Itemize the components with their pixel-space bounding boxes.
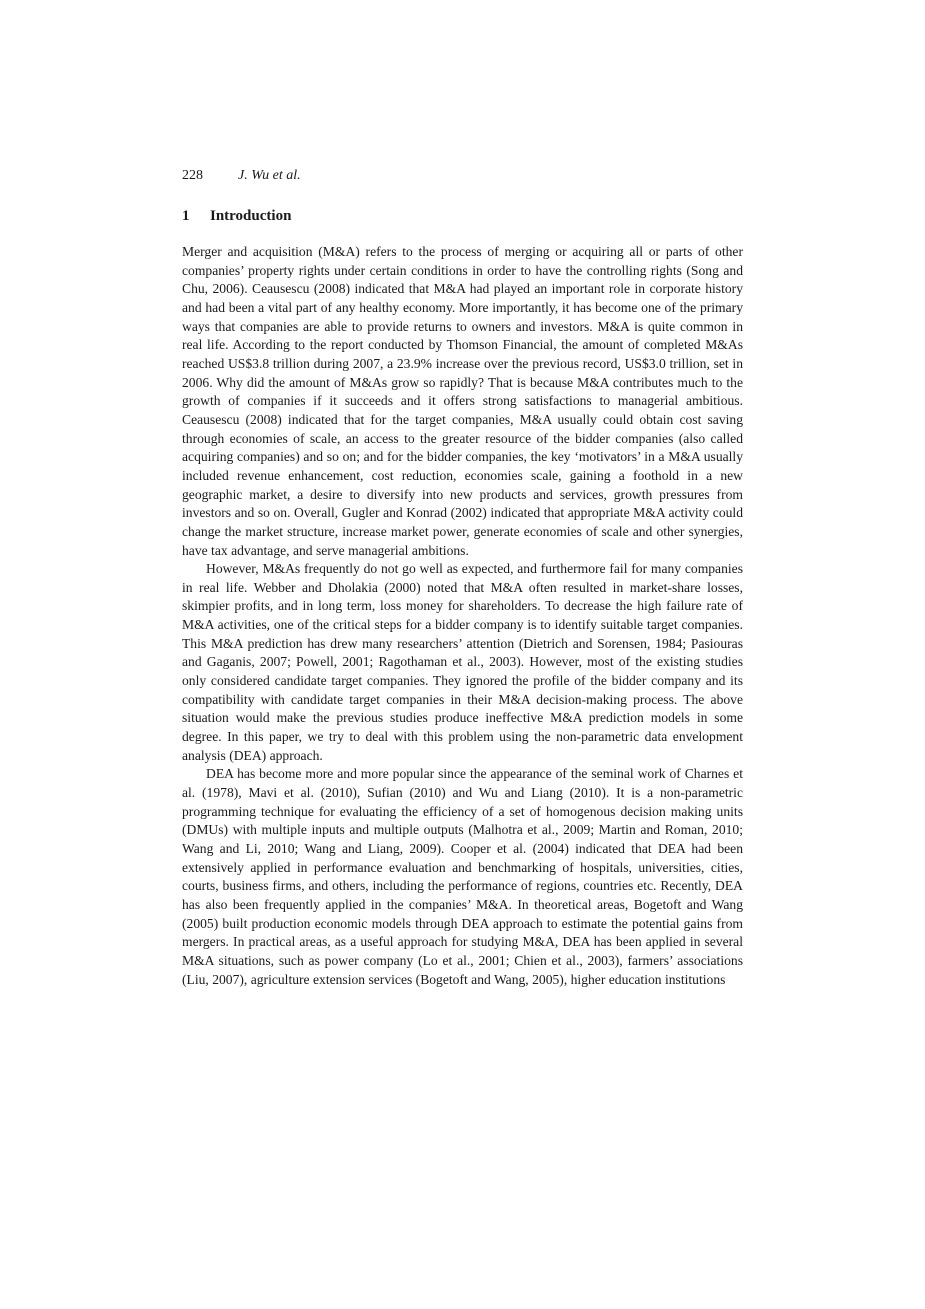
body-text <box>182 243 743 989</box>
section-title: Introduction <box>210 208 292 224</box>
paragraph-2: However, M&As frequently do not go well as expected, and furthermore fail for many companies in real life. Webber and Dholakia (2000) noted that M&A often resulted in market-share losses, skimpier profits, and in long term, loss money for shareholders. To decrease the high failure rate of M&A activities, one of the critical steps for a bidder company is to identify suitable target companies. This M&A prediction has drew many researchers’ attention (Dietrich and Sorensen, 1984; Pasiouras and Gaganis, 2007; Powell, 2001; Ragothaman et al., 2003). However, most of the existing studies only considered candidate target companies. They ignored the profile of the bidder company and its compatibility with candidate target companies in their M&A decision-making process. The above situation would make the previous studies produce ineffective M&A prediction models in some degree. In this paper, we try to deal with this problem using the non-parametric data envelopment analysis (DEA) approach. <box>182 561 743 763</box>
paragraph-1: Merger and acquisition (M&A) refers to the process of merging or acquiring all or parts of other companies’ property rights under certain conditions in order to have the controlling rights (Song and Chu, 2006). Ceausescu (2008) indicated that M&A had played an important role in corporate history and had been a vital part of any healthy economy. More importantly, it has become one of the primary ways that companies are able to provide returns to owners and investors. M&A is quite common in real life. According to the report conducted by Thomson Financial, the amount of completed M&As reached US$3.8 trillion during 2007, a 23.9% increase over the previous record, US$3.0 trillion, set in 2006. Why did the amount of M&As grow so rapidly? That is because M&A contributes much to the growth of companies if it succeeds and it offers strong satisfactions to managerial ambitious. Ceausescu (2008) indicated that for the target companies, M&A usually could obtain cost saving through economies of scale, an access to the greater resource of the bidder companies (also called acquiring companies) and so on; and for the bidder companies, the key ‘motivators’ in a M&A usually included revenue enhancement, cost reduction, economies scale, gaining a foothold in a new geographic market, a desire to diversify into new products and services, growth pressures from investors and so on. Overall, Gugler and Konrad (2002) indicated that appropriate M&A activity could change the market structure, increase market power, generate economies of scale and other synergies, have tax advantage, and serve managerial ambitions. <box>182 244 743 558</box>
document-page <box>182 166 743 989</box>
paragraph-3: DEA has become more and more popular since the appearance of the seminal work of Charnes et al. (1978), Mavi et al. (2010), Sufian (2010) and Wu and Liang (2010). It is a non-parametric programming technique for evaluating the efficiency of a set of homogenous decision making units (DMUs) with multiple inputs and multiple outputs (Malhotra et al., 2009; Martin and Roman, 2010; Wang and Li, 2010; Wang and Liang, 2009). Cooper et al. (2004) indicated that DEA had been extensively applied in performance evaluation and benchmarking of hospitals, universities, cities, courts, business firms, and others, including the performance of regions, countries etc. Recently, DEA has also been frequently applied in the companies’ M&A. In theoretical areas, Bogetoft and Wang (2005) built production economic models through DEA approach to estimate the potential gains from mergers. In practical areas, as a useful approach for studying M&A, DEA has been applied in several M&A situations, such as power company (Lo et al., 2001; Chien et al., 2003), farmers’ associations (Liu, 2007), agriculture extension services (Bogetoft and Wang, 2005), higher education institutions <box>182 766 743 987</box>
section-heading <box>182 206 743 226</box>
page-number: 228 <box>182 168 203 183</box>
running-head-authors: J. Wu et al. <box>238 168 301 183</box>
running-head <box>182 166 743 186</box>
section-number: 1 <box>182 208 190 224</box>
